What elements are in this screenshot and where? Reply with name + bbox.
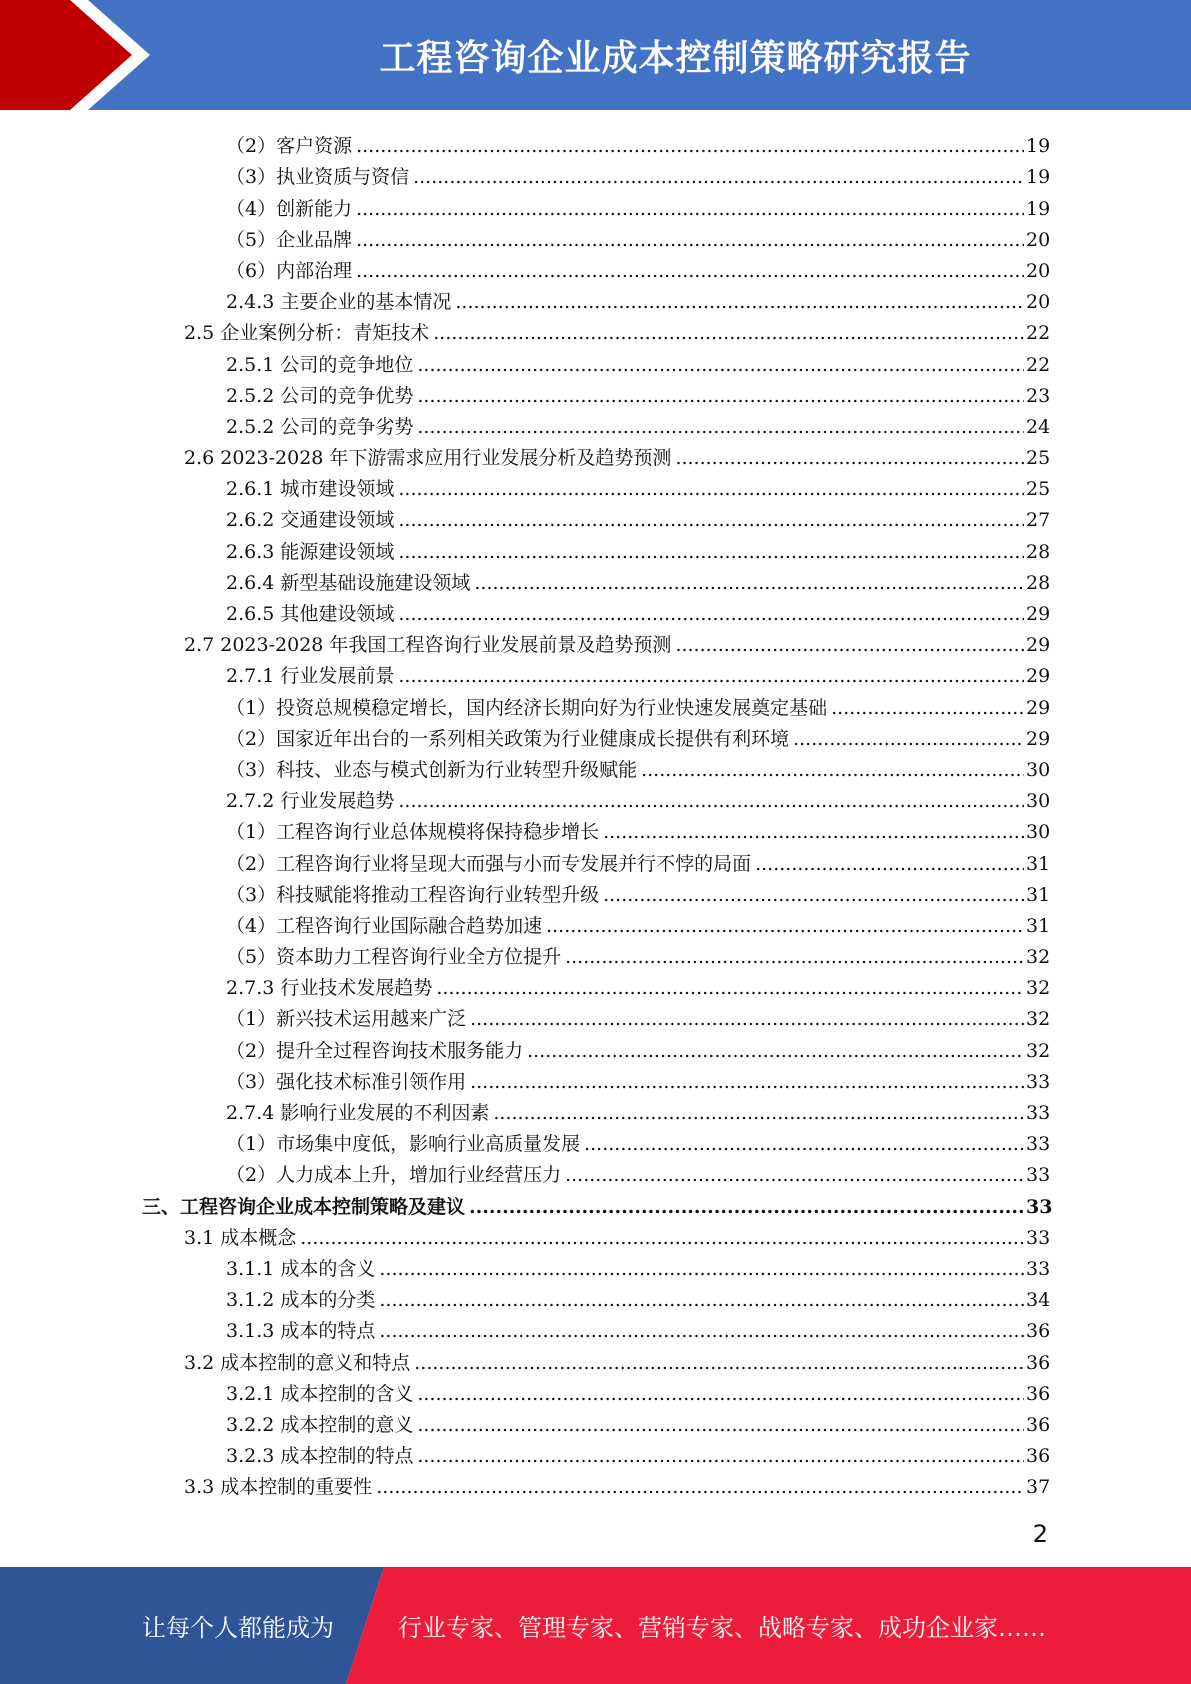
toc-leader-dots bbox=[565, 1163, 1024, 1187]
toc-entry-page: 33 bbox=[1026, 1195, 1053, 1218]
toc-entry-title: 3.1.3 成本的特点 bbox=[226, 1320, 376, 1343]
toc-entry-page: 32 bbox=[1026, 977, 1051, 1000]
toc-entry-title: （3）科技、业态与模式创新为行业转型升级赋能 bbox=[226, 758, 638, 781]
toc-entry-title: 2.5.2 公司的竞争劣势 bbox=[226, 415, 414, 438]
toc-entry-page: 23 bbox=[1026, 384, 1051, 407]
toc-entry-page: 28 bbox=[1026, 540, 1051, 563]
toc-entry[interactable] bbox=[0, 1250, 1191, 1281]
toc-entry-page: 30 bbox=[1026, 821, 1051, 844]
toc-leader-dots bbox=[398, 664, 1024, 688]
toc-entry-title: （2）人力成本上升，增加行业经营压力 bbox=[226, 1164, 562, 1187]
toc-leader-dots bbox=[379, 1257, 1024, 1281]
toc-entry-title: （1）市场集中度低，影响行业高质量发展 bbox=[226, 1133, 581, 1156]
table-of-contents bbox=[0, 127, 1191, 1499]
toc-entry-title: 2.7 2023-2028 年我国工程咨询行业发展前景及趋势预测 bbox=[184, 634, 672, 657]
toc-entry[interactable] bbox=[0, 782, 1191, 813]
toc-entry[interactable] bbox=[0, 626, 1191, 657]
toc-entry[interactable] bbox=[0, 127, 1191, 158]
toc-entry[interactable] bbox=[0, 221, 1191, 252]
toc-entry-page: 32 bbox=[1026, 1008, 1051, 1031]
toc-leader-dots bbox=[603, 883, 1024, 907]
toc-entry[interactable] bbox=[0, 470, 1191, 501]
toc-entry[interactable] bbox=[0, 720, 1191, 751]
toc-entry[interactable] bbox=[0, 252, 1191, 283]
toc-leader-dots bbox=[356, 259, 1024, 283]
toc-leader-dots bbox=[470, 1070, 1024, 1094]
toc-entry-title: 2.6.4 新型基础设施建设领域 bbox=[226, 571, 471, 594]
toc-leader-dots bbox=[793, 727, 1024, 751]
toc-entry-page: 22 bbox=[1026, 353, 1051, 376]
toc-entry[interactable] bbox=[0, 283, 1191, 314]
toc-entry-title: 2.7.4 影响行业发展的不利因素 bbox=[226, 1102, 490, 1124]
toc-leader-dots bbox=[356, 228, 1024, 252]
toc-entry-page: 34 bbox=[1026, 1289, 1051, 1312]
toc-leader-dots bbox=[417, 1382, 1024, 1406]
toc-entry[interactable] bbox=[0, 1375, 1191, 1406]
toc-entry-page: 29 bbox=[1026, 634, 1051, 657]
toc-entry[interactable] bbox=[0, 1406, 1191, 1437]
toc-leader-dots bbox=[584, 1132, 1024, 1156]
toc-entry-title: 2.6.3 能源建设领域 bbox=[226, 540, 395, 563]
toc-entry-title: 3.1.1 成本的含义 bbox=[226, 1257, 376, 1280]
toc-entry-page: 20 bbox=[1026, 228, 1051, 251]
toc-leader-dots bbox=[755, 852, 1024, 876]
toc-entry[interactable] bbox=[0, 501, 1191, 532]
toc-entry[interactable] bbox=[0, 688, 1191, 719]
toc-leader-dots bbox=[417, 384, 1024, 408]
toc-entry-title: （2）提升全过程咨询技术服务能力 bbox=[226, 1039, 524, 1062]
toc-leader-dots bbox=[436, 976, 1024, 1000]
toc-entry-page: 33 bbox=[1026, 1257, 1051, 1280]
toc-entry[interactable] bbox=[0, 564, 1191, 595]
toc-entry[interactable] bbox=[0, 1437, 1191, 1468]
toc-leader-dots bbox=[376, 1475, 1024, 1499]
toc-entry-title: （1）新兴技术运用越来广泛 bbox=[226, 1008, 467, 1031]
toc-entry-title: 3.2.2 成本控制的意义 bbox=[226, 1413, 414, 1436]
toc-entry-title: 3.1.2 成本的分类 bbox=[226, 1289, 376, 1312]
toc-leader-dots bbox=[603, 820, 1024, 844]
toc-entry-page: 19 bbox=[1026, 166, 1051, 189]
toc-entry-title: 3.3 成本控制的重要性 bbox=[184, 1476, 373, 1499]
toc-entry-title: 3.1 成本概念 bbox=[184, 1226, 297, 1249]
toc-leader-dots bbox=[641, 758, 1024, 782]
toc-entry[interactable] bbox=[0, 1343, 1191, 1374]
toc-entry[interactable] bbox=[0, 345, 1191, 376]
page-number: 2 bbox=[1032, 1520, 1048, 1548]
toc-entry[interactable] bbox=[0, 938, 1191, 969]
toc-entry-title: 3.2.1 成本控制的含义 bbox=[226, 1382, 414, 1405]
toc-entry[interactable] bbox=[0, 1063, 1191, 1094]
toc-entry[interactable] bbox=[0, 377, 1191, 408]
toc-entry-title: 3.2.3 成本控制的特点 bbox=[226, 1445, 414, 1468]
toc-entry-page: 24 bbox=[1026, 415, 1051, 438]
toc-entry[interactable] bbox=[0, 439, 1191, 470]
toc-entry-page: 30 bbox=[1026, 790, 1051, 813]
toc-entry-page: 37 bbox=[1026, 1476, 1051, 1499]
toc-entry[interactable] bbox=[0, 1094, 1191, 1125]
toc-entry-title: 2.5 企业案例分析：青矩技术 bbox=[184, 322, 430, 345]
toc-leader-dots bbox=[398, 508, 1024, 532]
toc-entry[interactable] bbox=[0, 1312, 1191, 1343]
toc-entry-title: 3.2 成本控制的意义和特点 bbox=[184, 1351, 411, 1374]
toc-entry-page: 30 bbox=[1026, 758, 1051, 781]
toc-leader-dots bbox=[493, 1101, 1024, 1125]
toc-entry-title: （5）资本助力工程咨询行业全方位提升 bbox=[226, 946, 562, 969]
toc-entry[interactable] bbox=[0, 1187, 1191, 1218]
toc-leader-dots bbox=[417, 1444, 1024, 1468]
toc-entry-title: （2）国家近年出台的一系列相关政策为行业健康成长提供有利环境 bbox=[226, 727, 790, 750]
toc-entry-page: 29 bbox=[1026, 696, 1051, 719]
toc-leader-dots bbox=[565, 945, 1024, 969]
toc-entry-page: 33 bbox=[1026, 1102, 1051, 1124]
toc-entry[interactable] bbox=[0, 1031, 1191, 1062]
toc-entry-page: 22 bbox=[1026, 322, 1051, 345]
toc-entry-page: 29 bbox=[1026, 603, 1051, 625]
toc-entry[interactable] bbox=[0, 751, 1191, 782]
toc-leader-dots bbox=[379, 1319, 1024, 1343]
toc-entry-page: 36 bbox=[1026, 1320, 1051, 1343]
toc-leader-dots bbox=[356, 134, 1024, 158]
toc-entry-page: 29 bbox=[1026, 665, 1051, 688]
toc-entry-title: 2.5.2 公司的竞争优势 bbox=[226, 384, 414, 407]
report-footer bbox=[0, 1567, 1191, 1684]
toc-entry-page: 33 bbox=[1026, 1133, 1051, 1156]
toc-entry-title: 2.6.2 交通建设领域 bbox=[226, 509, 395, 532]
toc-leader-dots bbox=[413, 165, 1024, 189]
toc-entry[interactable] bbox=[0, 1156, 1191, 1187]
toc-entry-page: 20 bbox=[1026, 291, 1051, 314]
toc-entry[interactable] bbox=[0, 844, 1191, 875]
toc-entry[interactable] bbox=[0, 595, 1191, 626]
toc-entry[interactable] bbox=[0, 314, 1191, 345]
toc-entry[interactable] bbox=[0, 969, 1191, 1000]
toc-entry-title: （6）内部治理 bbox=[226, 259, 353, 282]
toc-entry[interactable] bbox=[0, 1000, 1191, 1031]
toc-entry-title: 2.5.1 公司的竞争地位 bbox=[226, 353, 414, 376]
toc-entry[interactable] bbox=[0, 876, 1191, 907]
toc-leader-dots bbox=[675, 446, 1024, 470]
toc-entry-page: 20 bbox=[1026, 259, 1051, 282]
toc-entry-page: 31 bbox=[1026, 852, 1051, 875]
toc-entry[interactable] bbox=[0, 158, 1191, 189]
toc-entry-page: 32 bbox=[1026, 946, 1051, 969]
toc-entry-title: 2.6 2023-2028 年下游需求应用行业发展分析及趋势预测 bbox=[184, 447, 672, 470]
toc-entry-title: （1）投资总规模稳定增长，国内经济长期向好为行业快速发展奠定基础 bbox=[226, 696, 828, 719]
toc-leader-dots bbox=[398, 477, 1024, 501]
toc-entry-title: 2.7.2 行业发展趋势 bbox=[226, 790, 395, 813]
toc-entry-title: 2.6.5 其他建设领域 bbox=[226, 603, 395, 625]
toc-entry[interactable] bbox=[0, 657, 1191, 688]
toc-entry-title: （3）科技赋能将推动工程咨询行业转型升级 bbox=[226, 883, 600, 906]
toc-entry[interactable] bbox=[0, 189, 1191, 220]
report-header bbox=[0, 0, 1191, 110]
toc-entry-page: 33 bbox=[1026, 1226, 1051, 1249]
toc-entry-page: 31 bbox=[1026, 883, 1051, 906]
toc-entry-page: 33 bbox=[1026, 1070, 1051, 1093]
toc-entry-page: 19 bbox=[1026, 197, 1051, 220]
toc-leader-dots bbox=[398, 602, 1024, 626]
toc-entry-title: （4）工程咨询行业国际融合趋势加速 bbox=[226, 914, 543, 937]
toc-entry-title: （5）企业品牌 bbox=[226, 228, 353, 251]
toc-entry-page: 19 bbox=[1026, 135, 1051, 158]
toc-leader-dots bbox=[417, 353, 1024, 377]
toc-leader-dots bbox=[414, 1351, 1024, 1375]
toc-leader-dots bbox=[433, 321, 1024, 345]
toc-leader-dots bbox=[455, 290, 1024, 314]
toc-leader-dots bbox=[356, 197, 1024, 221]
toc-leader-dots bbox=[831, 696, 1024, 720]
toc-entry-title: （3）执业资质与资信 bbox=[226, 166, 410, 189]
toc-entry[interactable] bbox=[0, 1468, 1191, 1499]
toc-leader-dots bbox=[546, 914, 1024, 938]
toc-entry-title: （3）强化技术标准引领作用 bbox=[226, 1070, 467, 1093]
toc-leader-dots bbox=[675, 633, 1024, 657]
toc-entry[interactable] bbox=[0, 907, 1191, 938]
toc-entry-title: 2.4.3 主要企业的基本情况 bbox=[226, 291, 452, 314]
toc-entry-title: 三、工程咨询企业成本控制策略及建议 bbox=[142, 1195, 466, 1218]
toc-entry-page: 36 bbox=[1026, 1413, 1051, 1436]
toc-entry-page: 36 bbox=[1026, 1445, 1051, 1468]
toc-entry[interactable] bbox=[0, 1281, 1191, 1312]
toc-entry-page: 25 bbox=[1026, 478, 1051, 501]
toc-entry-title: 2.7.3 行业技术发展趋势 bbox=[226, 977, 433, 1000]
toc-entry-title: （2）客户资源 bbox=[226, 135, 353, 158]
toc-entry-title: 2.7.1 行业发展前景 bbox=[226, 665, 395, 688]
toc-entry[interactable] bbox=[0, 532, 1191, 563]
toc-entry-page: 27 bbox=[1026, 509, 1051, 532]
toc-entry[interactable] bbox=[0, 1125, 1191, 1156]
footer-slogan-left: 让每个人都能成为 bbox=[142, 1614, 334, 1642]
toc-entry-title: （2）工程咨询行业将呈现大而强与小而专发展并行不悖的局面 bbox=[226, 852, 752, 875]
toc-leader-dots bbox=[469, 1195, 1024, 1219]
toc-leader-dots bbox=[527, 1039, 1024, 1063]
toc-leader-dots bbox=[417, 415, 1024, 439]
toc-entry-title: 2.6.1 城市建设领域 bbox=[226, 478, 395, 501]
toc-leader-dots bbox=[398, 789, 1024, 813]
toc-leader-dots bbox=[474, 571, 1024, 595]
toc-entry[interactable] bbox=[0, 813, 1191, 844]
toc-entry-page: 33 bbox=[1026, 1164, 1051, 1187]
toc-leader-dots bbox=[470, 1007, 1024, 1031]
toc-entry[interactable] bbox=[0, 1219, 1191, 1250]
toc-entry-page: 31 bbox=[1026, 914, 1051, 937]
toc-leader-dots bbox=[379, 1288, 1024, 1312]
toc-entry-page: 28 bbox=[1026, 571, 1051, 594]
toc-entry-page: 25 bbox=[1026, 447, 1051, 470]
toc-leader-dots bbox=[417, 1413, 1024, 1437]
toc-leader-dots bbox=[300, 1226, 1024, 1250]
toc-entry-title: （1）工程咨询行业总体规模将保持稳步增长 bbox=[226, 821, 600, 844]
toc-entry-title: （4）创新能力 bbox=[226, 197, 353, 220]
toc-entry-page: 36 bbox=[1026, 1382, 1051, 1405]
report-title: 工程咨询企业成本控制策略研究报告 bbox=[379, 37, 972, 79]
toc-entry-page: 32 bbox=[1026, 1039, 1051, 1062]
toc-entry-page: 36 bbox=[1026, 1351, 1051, 1374]
footer-slogan-right: 行业专家、管理专家、营销专家、战略专家、成功企业家…… bbox=[398, 1614, 1046, 1642]
toc-entry[interactable] bbox=[0, 408, 1191, 439]
toc-entry-page: 29 bbox=[1026, 727, 1051, 750]
toc-leader-dots bbox=[398, 540, 1024, 564]
